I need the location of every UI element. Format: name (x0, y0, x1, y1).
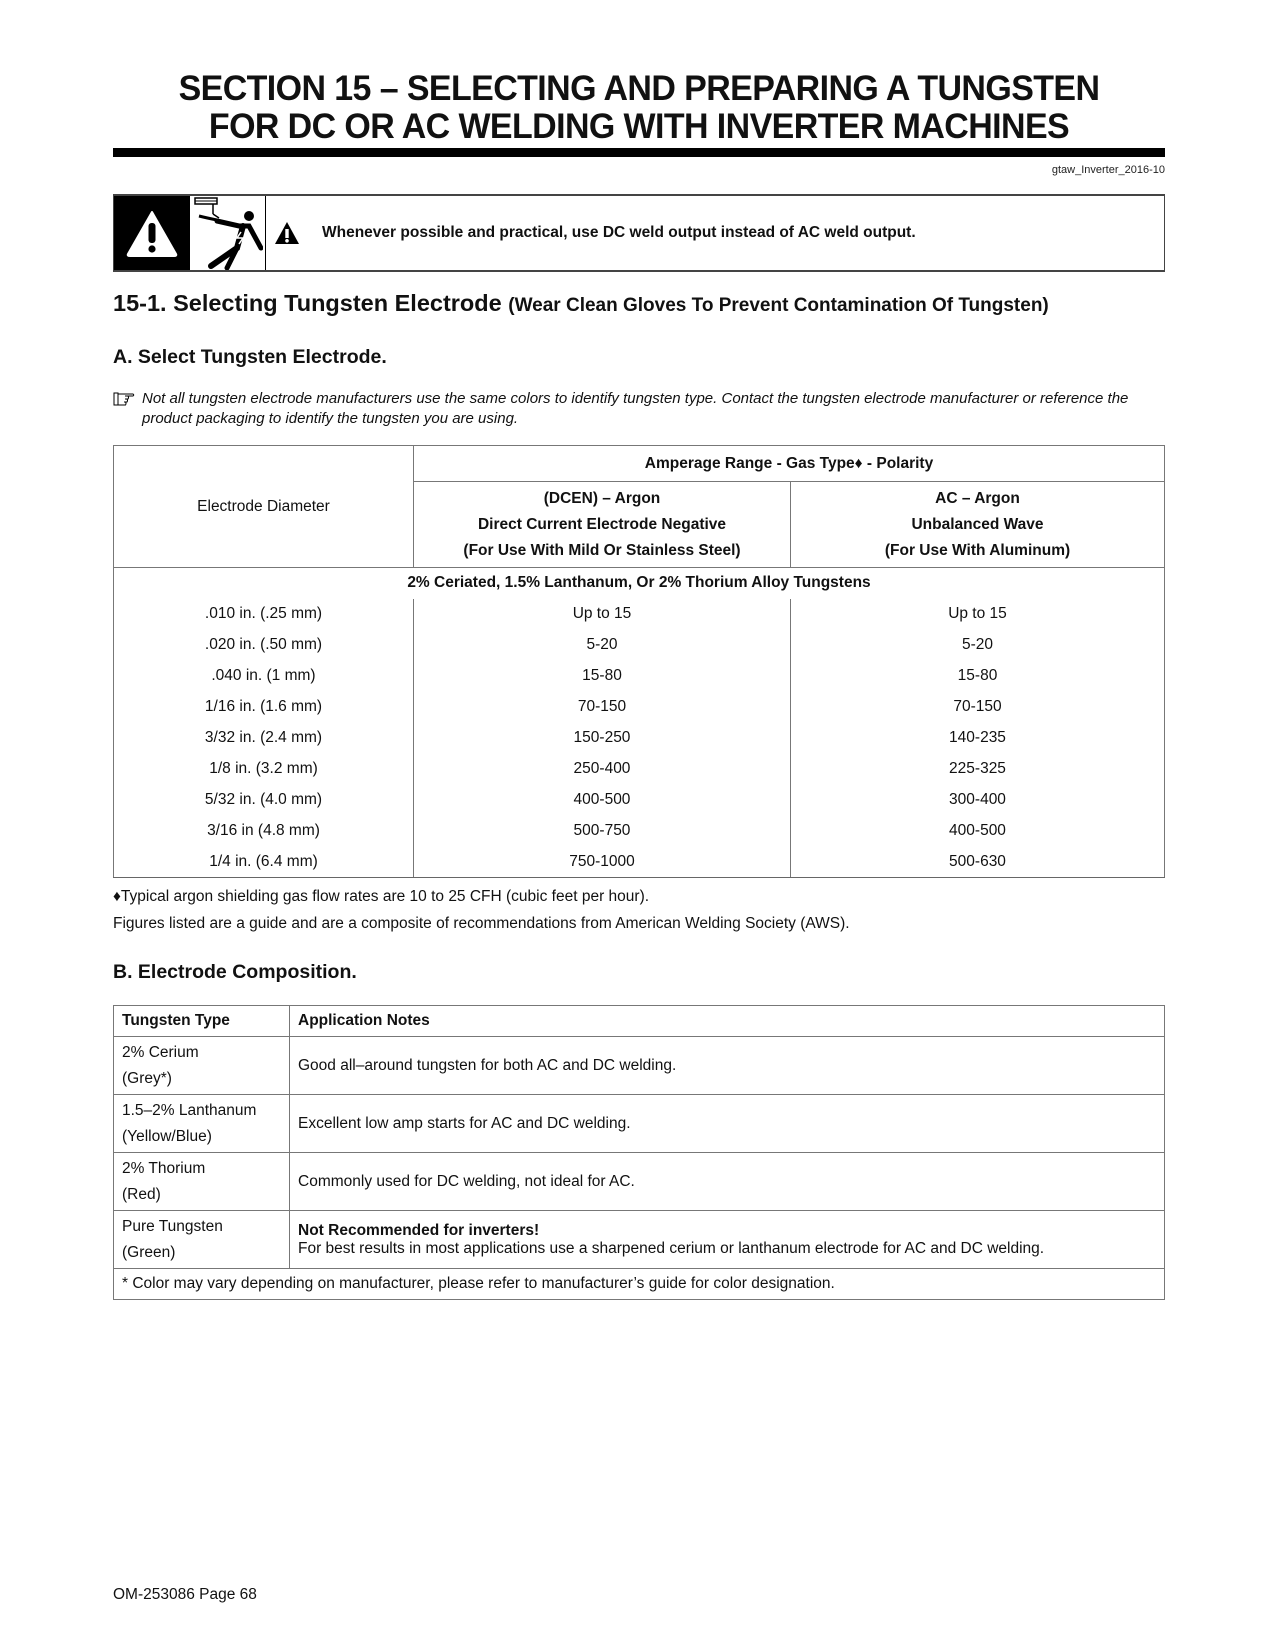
title-line-2: FOR DC OR AC WELDING WITH INVERTER MACHINES (208, 107, 1070, 146)
table-row (114, 754, 1165, 785)
cell-dcen: 250-400 (414, 754, 791, 785)
cell-ac: 140-235 (791, 723, 1165, 754)
heading-subtitle: (Wear Clean Gloves To Prevent Contamination Of Tungsten) (508, 295, 1049, 316)
title-line-1: SECTION 15 – SELECTING AND PREPARING A TUNGSTEN (178, 69, 1100, 108)
header-tungsten-type: Tungsten Type (114, 1006, 290, 1037)
aws-footnote: Figures listed are a guide and are a composite of recommendations from American Welding Society (AWS). (113, 915, 850, 932)
color-footnote: * Color may vary depending on manufacturer, please refer to manufacturer’s guide for color designation. (114, 1269, 1165, 1300)
table-row (114, 599, 1165, 630)
cell-ac: 5-20 (791, 630, 1165, 661)
alloy-span-row: 2% Ceriated, 1.5% Lanthanum, Or 2% Thorium Alloy Tungstens (114, 568, 1165, 599)
cell-application-notes (290, 1037, 1165, 1095)
section-heading-15-1 (113, 290, 1049, 317)
document-code: gtaw_Inverter_2016-10 (1051, 164, 1165, 176)
cell-diameter: 1/16 in. (1.6 mm) (114, 692, 414, 723)
warning-triangle-icon (114, 196, 190, 270)
notes-text: For best results in most applications use a sharpened cerium or lanthanum electrode for AC and DC welding. (298, 1239, 1045, 1257)
cell-ac: 225-325 (791, 754, 1165, 785)
type-color: (Green) (122, 1243, 176, 1261)
header-amperage-group: Amperage Range - Gas Type♦ - Polarity (414, 446, 1165, 482)
table-row (114, 723, 1165, 754)
cell-dcen: 750-1000 (414, 847, 791, 878)
page-footer: OM-253086 Page 68 (113, 1586, 257, 1603)
table-row (114, 785, 1165, 816)
warning-box (113, 194, 1165, 272)
table-row (114, 1095, 1165, 1153)
cell-tungsten-type (114, 1095, 290, 1153)
subsection-heading-a: A. Select Tungsten Electrode. (113, 346, 387, 368)
notes-text: Good all–around tungsten for both AC and DC welding. (298, 1056, 677, 1074)
cell-ac: Up to 15 (791, 599, 1165, 630)
warning-text: Whenever possible and practical, use DC weld output instead of AC weld output. (322, 224, 916, 241)
header-ac-line2: Unbalanced Wave (911, 515, 1044, 533)
table-row (114, 1211, 1165, 1269)
pointing-hand-icon (113, 390, 135, 406)
cell-ac: 500-630 (791, 847, 1165, 878)
composition-table (113, 1005, 1165, 1300)
note-text: Not all tungsten electrode manufacturers use the same colors to identify tungsten type. Contact the tungsten electrode manufacturer or reference the product packaging to identify the tungsten you are using. (142, 390, 1129, 427)
cell-ac: 300-400 (791, 785, 1165, 816)
cell-ac: 400-500 (791, 816, 1165, 847)
warning-message (266, 196, 1164, 270)
title-rule (113, 148, 1165, 157)
notes-text: Commonly used for DC welding, not ideal for AC. (298, 1172, 635, 1190)
header-ac-line3: (For Use With Aluminum) (884, 541, 1071, 559)
electric-shock-icon (190, 196, 266, 270)
cell-dcen: 500-750 (414, 816, 791, 847)
cell-application-notes (290, 1095, 1165, 1153)
header-ac (791, 482, 1165, 568)
table-row (114, 661, 1165, 692)
type-name: 1.5–2% Lanthanum (122, 1101, 257, 1119)
cell-diameter: 3/16 in (4.8 mm) (114, 816, 414, 847)
type-name: Pure Tungsten (122, 1217, 223, 1235)
type-name: 2% Cerium (122, 1043, 199, 1061)
header-electrode-diameter: Electrode Diameter (114, 446, 414, 568)
cell-dcen: 5-20 (414, 630, 791, 661)
note (113, 389, 1168, 429)
table-row (114, 630, 1165, 661)
cell-diameter: .010 in. (.25 mm) (114, 599, 414, 630)
type-color: (Grey*) (122, 1069, 172, 1087)
cell-diameter: 5/32 in. (4.0 mm) (114, 785, 414, 816)
header-ac-line1: AC – Argon (935, 489, 1020, 507)
header-dcen (414, 482, 791, 568)
heading-main: 15-1. Selecting Tungsten Electrode (113, 290, 509, 316)
header-dcen-line3: (For Use With Mild Or Stainless Steel) (463, 541, 741, 559)
gas-footnote: ♦Typical argon shielding gas flow rates are 10 to 25 CFH (cubic feet per hour). (113, 888, 650, 905)
page-title (129, 70, 1149, 146)
cell-diameter: .040 in. (1 mm) (114, 661, 414, 692)
notes-warning: Not Recommended for inverters! (298, 1221, 540, 1239)
cell-application-notes (290, 1153, 1165, 1211)
cell-dcen: Up to 15 (414, 599, 791, 630)
header-dcen-line2: Direct Current Electrode Negative (477, 515, 727, 533)
cell-dcen: 400-500 (414, 785, 791, 816)
table-row (114, 692, 1165, 723)
cell-diameter: 3/32 in. (2.4 mm) (114, 723, 414, 754)
cell-diameter: 1/8 in. (3.2 mm) (114, 754, 414, 785)
cell-application-notes (290, 1211, 1165, 1269)
subsection-heading-b: B. Electrode Composition. (113, 961, 357, 983)
cell-diameter: .020 in. (.50 mm) (114, 630, 414, 661)
cell-tungsten-type (114, 1211, 290, 1269)
cell-diameter: 1/4 in. (6.4 mm) (114, 847, 414, 878)
amperage-table (113, 445, 1165, 878)
table-row (114, 1153, 1165, 1211)
table-row (114, 1037, 1165, 1095)
caution-icon (274, 221, 300, 245)
table-row (114, 816, 1165, 847)
header-dcen-line1: (DCEN) – Argon (543, 489, 661, 507)
type-color: (Yellow/Blue) (122, 1127, 212, 1145)
type-name: 2% Thorium (122, 1159, 206, 1177)
header-application-notes: Application Notes (290, 1006, 1165, 1037)
type-color: (Red) (122, 1185, 161, 1203)
cell-ac: 15-80 (791, 661, 1165, 692)
cell-dcen: 150-250 (414, 723, 791, 754)
table-row (114, 847, 1165, 878)
cell-ac: 70-150 (791, 692, 1165, 723)
notes-text: Excellent low amp starts for AC and DC welding. (298, 1114, 631, 1132)
cell-tungsten-type (114, 1153, 290, 1211)
cell-dcen: 15-80 (414, 661, 791, 692)
cell-tungsten-type (114, 1037, 290, 1095)
cell-dcen: 70-150 (414, 692, 791, 723)
